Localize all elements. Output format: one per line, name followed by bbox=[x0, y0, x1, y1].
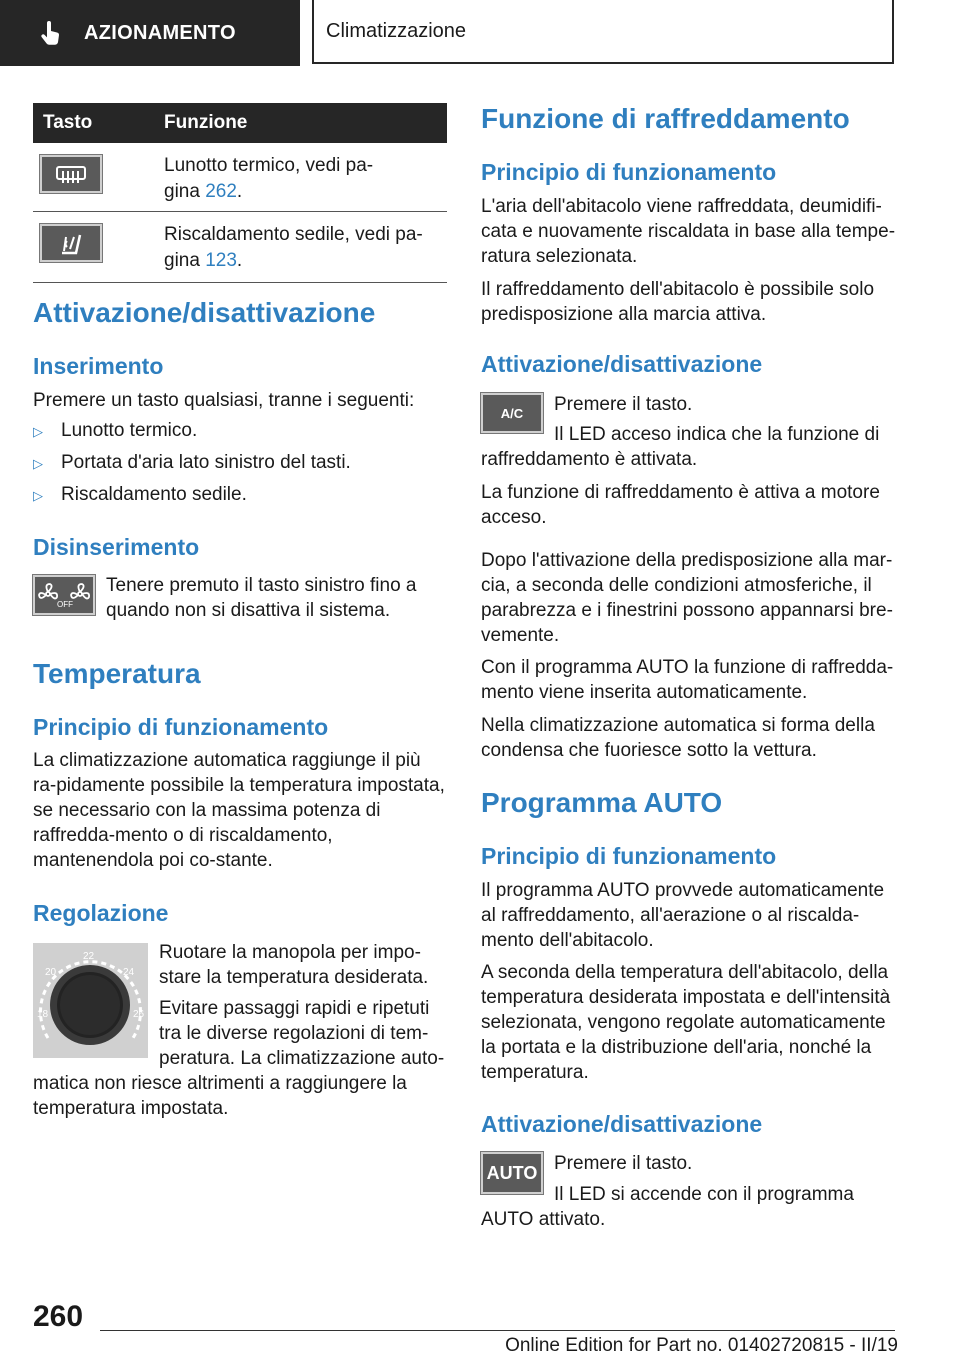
edition-note: Online Edition for Part no. 01402720815 - II/19 bbox=[505, 1335, 898, 1356]
knob-scale-label: 26 bbox=[133, 1009, 145, 1020]
bullet-text: Riscaldamento sedile. bbox=[61, 484, 247, 505]
knob-scale-label: 18 bbox=[37, 1009, 49, 1020]
auto-label: AUTO bbox=[486, 1162, 538, 1183]
table-cell-function bbox=[164, 222, 423, 274]
heading-activation: Attivazione/disattivazione bbox=[481, 351, 763, 377]
ac-auto-text: Con il programma AUTO la funzione di raffredda-mento viene inserita automaticamente. bbox=[481, 657, 894, 703]
bullet-text: Lunotto termico. bbox=[61, 420, 198, 441]
triangle-bullet-icon: ▷ bbox=[33, 488, 43, 503]
knob-scale-label: 24 bbox=[123, 967, 135, 978]
row2-text: Riscaldamento sedile, vedi pa- gina bbox=[164, 224, 423, 271]
cooling-text-1: L'aria dell'abitacolo viene raffreddata, deumidifi-cata e nuovamente riscaldata in base alla tempe-ratura selezionata. bbox=[481, 196, 896, 267]
row1-text: Lunotto termico, vedi pa- gina bbox=[164, 155, 374, 202]
press-key-text-2: Premere il tasto. bbox=[554, 1153, 693, 1174]
regulation-text-1: Ruotare la manopola per impo-stare la temperatura desiderata. bbox=[159, 942, 429, 988]
heading-cooling: Funzione di raffreddamento bbox=[481, 103, 850, 134]
knob-scale-label: 22 bbox=[83, 951, 95, 962]
table-header bbox=[33, 103, 447, 143]
auto-led-block bbox=[481, 1182, 897, 1232]
ac-led-text: Il LED acceso indica che la funzione di raffreddamento è attivata. bbox=[481, 424, 880, 470]
table-col-function: Funzione bbox=[164, 112, 248, 133]
section-header bbox=[0, 0, 300, 66]
table-row bbox=[33, 143, 447, 212]
ac-led-block bbox=[481, 422, 897, 472]
ac-fog-text: Dopo l'attivazione della predisposizione alla mar-cia, a seconda delle condizioni atmosferiche, il parabrezza e i finestrini possono appannarsi bre-vemente. bbox=[481, 550, 893, 646]
heading-regulation: Regolazione bbox=[33, 900, 169, 926]
knob-scale-label: 20 bbox=[45, 967, 57, 978]
heading-principle: Principio di funzionamento bbox=[33, 714, 329, 740]
list-item bbox=[33, 452, 351, 474]
triangle-bullet-icon: ▷ bbox=[33, 424, 43, 439]
regulation-text-2: Evitare passaggi rapidi e ripetuti tra le diverse regolazioni di tem-peratura. La climatizzazione auto-matica non riesce altrimenti a raggiungere la temperatura impostata. bbox=[33, 998, 445, 1119]
page-link-123[interactable]: 123 bbox=[205, 250, 237, 271]
ac-engine-text: La funzione di raffreddamento è attiva a motore acceso. bbox=[481, 482, 880, 528]
ac-condensate-text: Nella climatizzazione automatica si forma della condensa che fuoriesce sotto la vettura. bbox=[481, 715, 875, 761]
footer-divider bbox=[100, 1330, 895, 1331]
section-label: AZIONAMENTO bbox=[84, 21, 236, 44]
hand-pointer-icon bbox=[38, 20, 64, 46]
heading-temperature: Temperatura bbox=[33, 658, 201, 689]
list-item bbox=[33, 484, 247, 506]
table-col-key: Tasto bbox=[43, 112, 93, 133]
fan-off-button-icon bbox=[33, 575, 95, 615]
heading-principle-auto: Principio di funzionamento bbox=[481, 843, 777, 869]
heading-switch-on: Inserimento bbox=[33, 353, 164, 379]
auto-text-1: Il programma AUTO provvede automaticamente al raffreddamento, all'aerazione o al riscalda-mento dell'abitacolo. bbox=[481, 880, 885, 951]
rear-defrost-icon bbox=[40, 155, 102, 193]
bullet-text: Portata d'aria lato sinistro del tasti. bbox=[61, 452, 351, 473]
triangle-bullet-icon: ▷ bbox=[33, 456, 43, 471]
ac-label: A/C bbox=[500, 405, 524, 421]
chapter-tab: Climatizzazione bbox=[312, 0, 894, 64]
table-row bbox=[33, 212, 447, 283]
auto-text-2: A seconda della temperatura dell'abitacolo, della temperatura desiderata impostata e dell'intensità selezionata, vengono regolate automaticamente la portata e la distribuzione dell'aria, nonché la temperatura. bbox=[481, 962, 891, 1083]
switch-off-text: Tenere premuto il tasto sinistro fino a quando non si disattiva il sistema. bbox=[106, 575, 417, 621]
off-label: OFF bbox=[57, 600, 73, 609]
table-cell-function bbox=[164, 153, 373, 203]
heading-activation: Attivazione/disattivazione bbox=[33, 297, 376, 328]
cooling-text-2: Il raffreddamento dell'abitacolo è possibile solo predisposizione alla marcia attiva. bbox=[481, 279, 875, 325]
auto-led-text: Il LED si accende con il programma AUTO attivato. bbox=[481, 1184, 854, 1230]
heading-switch-off: Disinserimento bbox=[33, 534, 200, 560]
list-item bbox=[33, 420, 197, 442]
regulation-text-2-block bbox=[33, 996, 449, 1121]
row2-suffix: . bbox=[236, 250, 243, 271]
seat-heating-icon bbox=[40, 224, 102, 262]
heading-auto-program: Programma AUTO bbox=[481, 787, 723, 818]
principle-text: La climatizzazione automatica raggiunge il più ra-pidamente possibile la temperatura impostata, se necessario con la massima potenza di raffredda-mento o di riscaldamento, mantenendola poi co-stante. bbox=[33, 750, 445, 871]
switch-on-text: Premere un tasto qualsiasi, tranne i seguenti: bbox=[33, 390, 415, 411]
page-number: 260 bbox=[33, 1300, 84, 1333]
heading-principle: Principio di funzionamento bbox=[481, 159, 777, 185]
key-function-table bbox=[33, 103, 447, 283]
row1-suffix: . bbox=[236, 181, 243, 202]
press-key-text: Premere il tasto. bbox=[554, 394, 693, 415]
page-link-262[interactable]: 262 bbox=[205, 181, 237, 202]
heading-activation-auto: Attivazione/disattivazione bbox=[481, 1111, 763, 1137]
